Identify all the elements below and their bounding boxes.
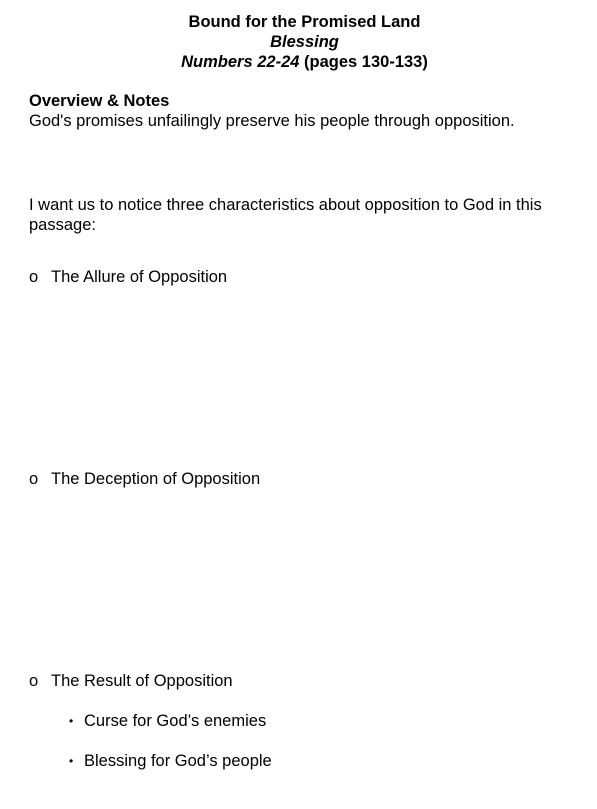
sub-point-label: Curse for God’s enemies [84,712,267,730]
intro-paragraph: I want us to notice three characteristics about opposition to God in this passage: [29,196,542,234]
point-label: The Result of Opposition [51,672,233,690]
scripture-reference: Numbers 22-24 [181,53,300,71]
point-deception [29,469,260,489]
point-marker: o [29,268,39,286]
sub-point-label: Blessing for God’s people [84,752,272,770]
overview-text: God's promises unfailingly preserve his people through opposition. [29,112,515,130]
page-range: (pages 130-133) [304,53,428,71]
point-result [29,671,233,691]
point-marker: o [29,470,39,488]
point-label: The Allure of Opposition [51,268,228,286]
sub-point-curse [69,711,266,731]
overview-heading: Overview & Notes [29,92,170,110]
sub-point-blessing [69,751,272,771]
point-label: The Deception of Opposition [51,470,261,488]
bullet-icon: • [69,714,74,728]
bullet-icon: • [69,754,74,768]
point-allure [29,267,227,287]
point-marker: o [29,672,39,690]
document-subtitle: Blessing [270,33,339,51]
document-header [0,12,597,72]
scripture-reference-line [0,52,597,72]
document-title: Bound for the Promised Land [188,13,421,31]
